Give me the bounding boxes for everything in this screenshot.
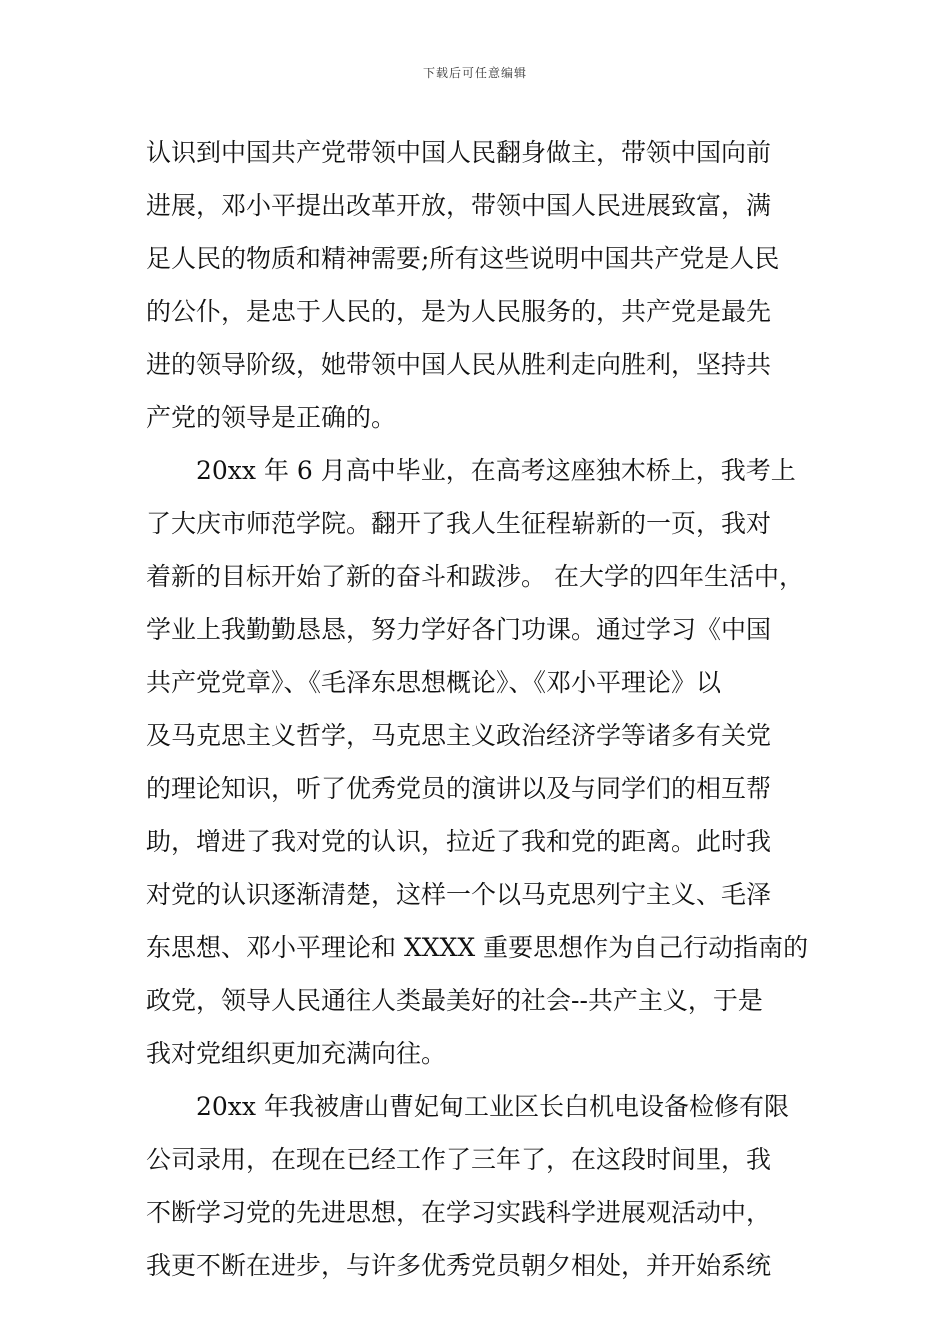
text-line: 东思想、邓小平理论和 XXXX 重要思想作为自己行动指南的 xyxy=(146,933,809,962)
text-line: 助，增进了我对党的认识，拉近了我和党的距离。此时我 xyxy=(146,827,772,856)
paragraph xyxy=(146,126,814,444)
text-line: 学业上我勤勤恳恳，努力学好各门功课。通过学习《中国 xyxy=(146,615,772,644)
text-line: 20xx 年我被唐山曹妃甸工业区长白机电设备检修有限 xyxy=(196,1092,789,1121)
text-line: 20xx 年 6 月高中毕业，在高考这座独木桥上，我考上 xyxy=(196,456,796,485)
text-line: 进的领导阶级，她带领中国人民从胜利走向胜利，坚持共 xyxy=(146,350,772,379)
text-line: 我对党组织更加充满向往。 xyxy=(146,1039,447,1068)
document-body xyxy=(146,126,814,1292)
text-line: 了大庆市师范学院。翻开了我人生征程崭新的一页，我对 xyxy=(146,509,772,538)
text-line: 足人民的物质和精神需要;所有这些说明中国共产党是人民 xyxy=(146,244,780,273)
paragraph xyxy=(146,1080,814,1292)
page-header: 下载后可任意编辑 xyxy=(422,66,527,80)
text-line: 着新的目标开始了新的奋斗和跋涉。 在大学的四年生活中， xyxy=(146,562,804,591)
text-line: 共产党党章》、《毛泽东思想概论》、《邓小平理论》以 xyxy=(146,668,722,697)
text-line: 我更不断在进步，与许多优秀党员朝夕相处，并开始系统 xyxy=(146,1251,772,1280)
text-line: 的理论知识，听了优秀党员的演讲以及与同学们的相互帮 xyxy=(146,774,772,803)
text-line: 产党的领导是正确的。 xyxy=(146,403,397,432)
text-line: 不断学习党的先进思想，在学习实践科学进展观活动中， xyxy=(146,1198,772,1227)
text-line: 公司录用，在现在已经工作了三年了，在这段时间里，我 xyxy=(146,1145,772,1174)
text-line: 的公仆，是忠于人民的，是为人民服务的，共产党是最先 xyxy=(146,297,772,326)
text-line: 及马克思主义哲学，马克思主义政治经济学等诸多有关党 xyxy=(146,721,772,750)
text-line: 政党，领导人民通往人类最美好的社会--共产主义，于是 xyxy=(146,986,763,1015)
text-line: 认识到中国共产党带领中国人民翻身做主，带领中国向前 xyxy=(146,138,772,167)
text-line: 对党的认识逐渐清楚，这样一个以马克思列宁主义、毛泽 xyxy=(146,880,772,909)
paragraph xyxy=(146,444,814,1080)
text-line: 进展，邓小平提出改革开放，带领中国人民进展致富，满 xyxy=(146,191,772,220)
